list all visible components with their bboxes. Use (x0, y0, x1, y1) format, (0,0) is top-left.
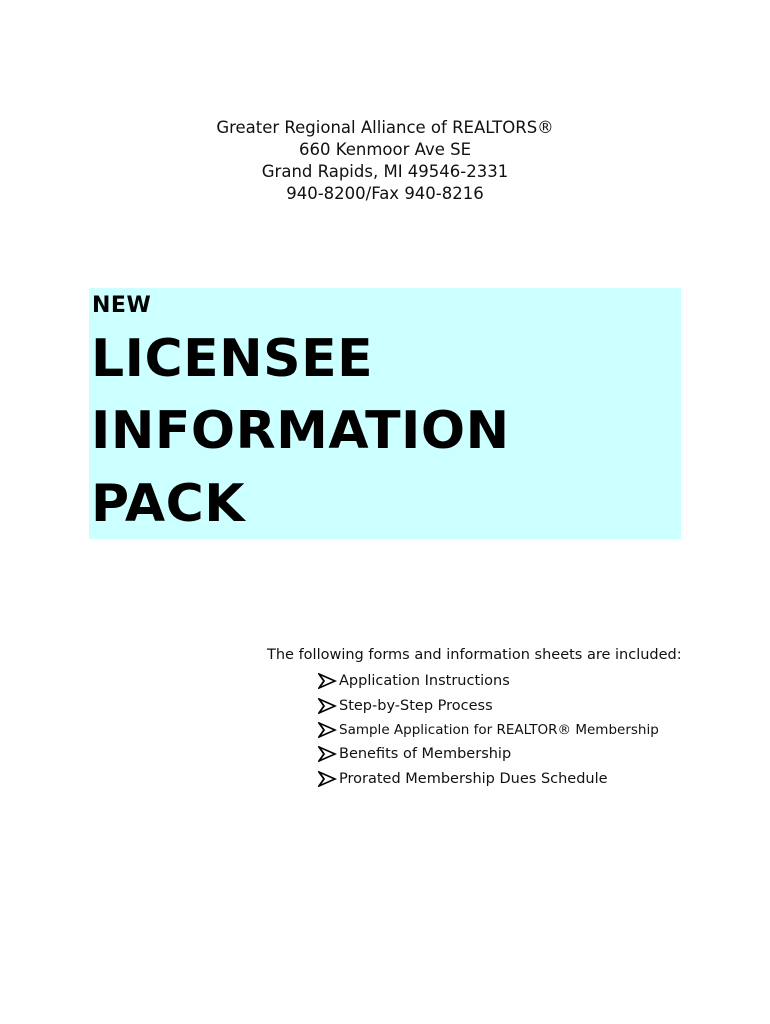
title-banner (89, 288, 681, 539)
organization-name: Greater Regional Alliance of REALTORS® (216, 118, 554, 137)
list-item (318, 693, 659, 717)
contents-list (318, 669, 659, 791)
street-address: 660 Kenmoor Ave SE (298, 140, 472, 159)
list-item (318, 669, 659, 693)
phone-fax: 940-8200/Fax 940-8216 (286, 184, 484, 203)
city-state-zip: Grand Rapids, MI 49546-2331 (261, 162, 509, 181)
list-item-label: Benefits of Membership (339, 746, 512, 763)
list-item-label: Step-by-Step Process (339, 697, 493, 714)
list-item (318, 718, 659, 742)
banner-title-line-1: LICENSEE (91, 329, 374, 389)
address-block (0, 117, 770, 205)
arrowhead-bullet-icon (318, 698, 337, 714)
banner-title-line-2: INFORMATION (91, 401, 510, 461)
arrowhead-bullet-icon (318, 746, 337, 762)
arrowhead-bullet-icon (318, 673, 337, 689)
contents-intro: The following forms and information sheets are included: (267, 647, 682, 663)
arrowhead-bullet-icon (318, 722, 337, 738)
list-item-label: Application Instructions (339, 673, 510, 690)
arrowhead-bullet-icon (318, 771, 337, 787)
list-item (318, 742, 659, 766)
list-item (318, 767, 659, 791)
banner-kicker: NEW (92, 293, 152, 318)
list-item-label: Prorated Membership Dues Schedule (339, 770, 608, 787)
list-item-label: Sample Application for REALTOR® Membership (339, 721, 659, 738)
banner-title-line-3: PACK (91, 474, 246, 534)
